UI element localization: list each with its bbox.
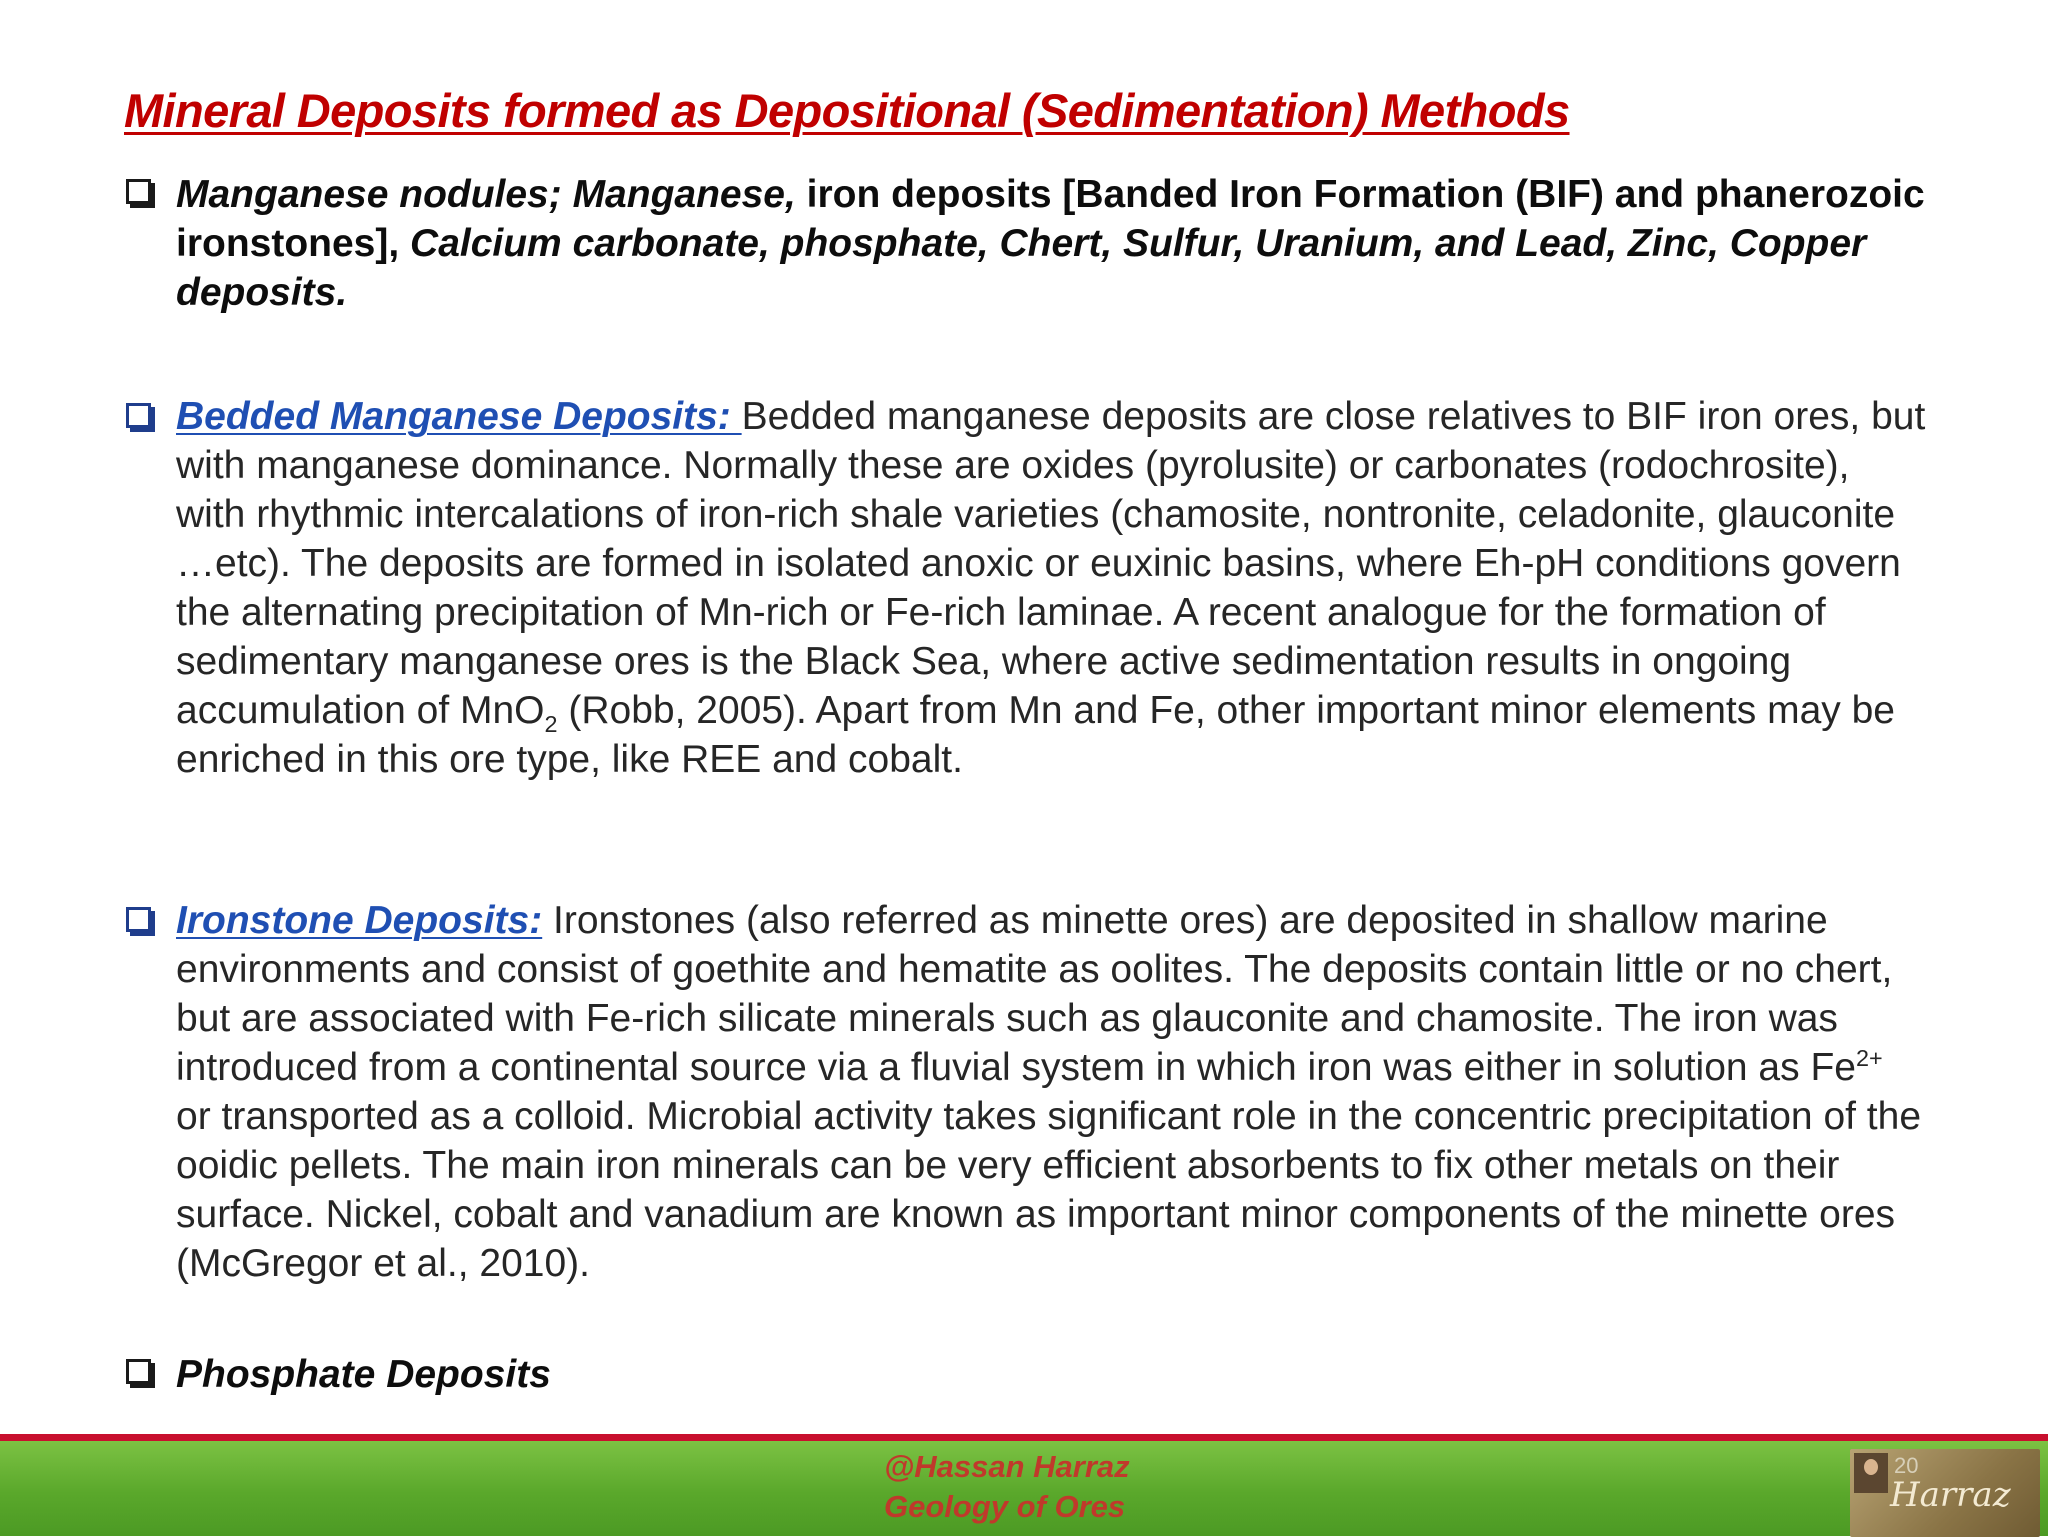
logo-text: Harraz xyxy=(1890,1475,2011,1515)
bullet-phosphate xyxy=(126,1350,1926,1399)
page-number: 20 xyxy=(1894,1453,1919,1478)
footer-credit-line1: @Hassan Harraz xyxy=(884,1449,1130,1484)
term-bedded-manganese: Bedded Manganese Deposits: xyxy=(176,395,742,438)
footer-credit-line2: Geology of Ores xyxy=(884,1489,1126,1524)
phosphate-label: Phosphate Deposits xyxy=(176,1353,551,1396)
harraz-logo xyxy=(1850,1449,2040,1537)
ironstone-superscript: 2+ xyxy=(1855,1045,1883,1071)
author-photo-icon xyxy=(1854,1453,1888,1493)
checkbox-bullet-icon xyxy=(126,179,151,204)
slide-title: Mineral Deposits formed as Depositional (Sedimentation) Methods xyxy=(124,84,1570,137)
manganese-text-after: (Robb, 2005). Apart from Mn and Fe, other important minor elements may be enriched in this ore type, like REE and cobalt. xyxy=(176,689,1895,781)
bullet-bedded-manganese xyxy=(126,392,1926,784)
footer-credit xyxy=(884,1447,1130,1527)
intro-part2: iron deposits [Banded Iron Formation (BIF) and phanerozoic ironstones], xyxy=(176,173,1925,265)
manganese-subscript: 2 xyxy=(544,710,558,737)
checkbox-bullet-icon xyxy=(126,1359,151,1384)
bullet-intro-text xyxy=(176,170,1926,317)
footer-bar xyxy=(0,1434,2048,1536)
bullet-ironstone xyxy=(126,896,1926,1288)
term-ironstone: Ironstone Deposits: xyxy=(176,899,543,942)
bullet-intro xyxy=(126,170,1926,317)
bullet-manganese-text xyxy=(176,392,1926,784)
manganese-text-before: Bedded manganese deposits are close relatives to BIF iron ores, but with manganese dominance. Normally these are oxides (pyrolusite) or carbonates (rodochrosite), with rhythmic intercalations of iron-rich shale varieties (chamosite, nontronite, celadonite, glauconite …etc). The deposits are formed in isolated anoxic or euxinic basins, where Eh-pH conditions govern the alternating precipitation of Mn-rich or Fe-rich laminae. A recent analogue for the formation of sedimentary manganese ores is the Black Sea, where active sedimentation results in ongoing accumulation of MnO xyxy=(176,395,1926,732)
checkbox-bullet-icon xyxy=(126,907,151,932)
intro-part3: Calcium carbonate, phosphate, Chert, Sulfur, Uranium, and Lead, Zinc, Copper deposits. xyxy=(176,222,1867,314)
bullet-ironstone-text xyxy=(176,896,1926,1288)
ironstone-text-after: or transported as a colloid. Microbial activity takes significant role in the concentric precipitation of the ooidic pellets. The main iron minerals can be very efficient absorbents to fix other metals on their surface. Nickel, cobalt and vanadium are known as important minor components of the minette ores (McGregor et al., 2010). xyxy=(176,1095,1922,1285)
ironstone-text-before: Ironstones (also referred as minette ores) are deposited in shallow marine environments and consist of goethite and hematite as oolites. The deposits contain little or no chert, but are associated with Fe-rich silicate minerals such as glauconite and chamosite. The iron was introduced from a continental source via a fluvial system in which iron was either in solution as Fe xyxy=(176,899,1893,1089)
checkbox-bullet-icon xyxy=(126,403,151,428)
intro-part1: Manganese nodules; Manganese, xyxy=(176,173,796,216)
